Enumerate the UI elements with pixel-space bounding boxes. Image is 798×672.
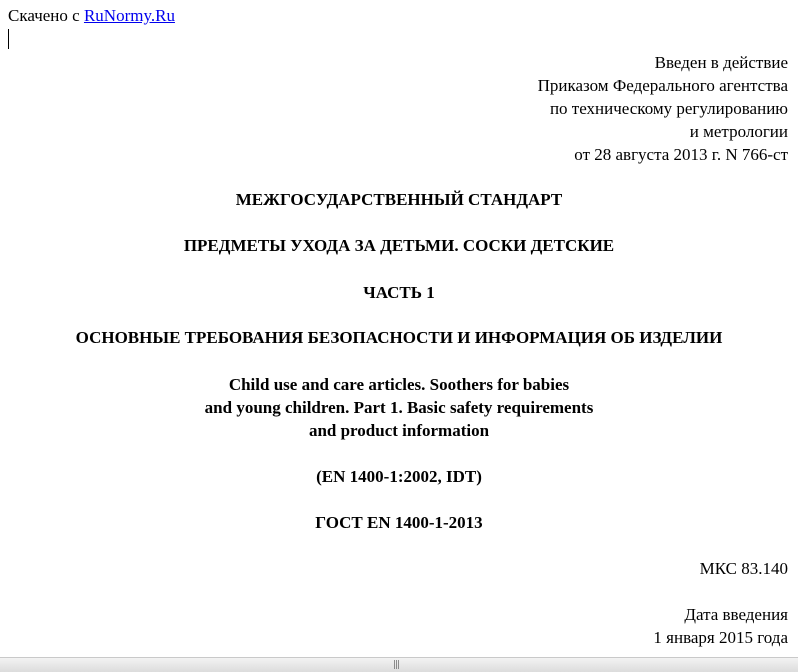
approval-line: по техническому регулированию <box>549 99 788 118</box>
gost-number: ГОСТ EN 1400-1-2013 <box>315 513 483 532</box>
text-cursor <box>8 29 9 49</box>
approval-block <box>538 51 788 166</box>
document-title: ПРЕДМЕТЫ УХОДА ЗА ДЕТЬМИ. СОСКИ ДЕТСКИЕ <box>183 236 615 255</box>
approval-line: Приказом Федерального агентства <box>537 76 788 95</box>
part-heading: ЧАСТЬ 1 <box>363 283 435 302</box>
english-title <box>0 373 798 442</box>
effective-date-block <box>653 603 788 649</box>
mks-code: МКС 83.140 <box>699 559 788 578</box>
horizontal-scrollbar[interactable] <box>0 657 798 672</box>
effective-date-value: 1 января 2015 года <box>653 628 788 647</box>
source-line <box>8 6 175 26</box>
standard-type-heading: МЕЖГОСУДАРСТВЕННЫЙ СТАНДАРТ <box>235 190 563 209</box>
document-subtitle: ОСНОВНЫЕ ТРЕБОВАНИЯ БЕЗОПАСНОСТИ И ИНФОРМАЦИЯ ОБ ИЗДЕЛИИ <box>75 328 723 347</box>
approval-line: от 28 августа 2013 г. N 766-ст <box>574 145 788 164</box>
grip-icon[interactable]: ||| <box>393 660 400 670</box>
english-title-line: Child use and care articles. Soothers for babies <box>228 375 570 394</box>
english-title-line: and product information <box>308 421 490 440</box>
english-title-line: and young children. Part 1. Basic safety requirements <box>204 398 594 417</box>
effective-date-label: Дата введения <box>684 605 788 624</box>
source-prefix: Скачено с <box>8 6 84 25</box>
en-reference: (EN 1400-1:2002, IDT) <box>316 467 482 486</box>
source-link[interactable]: RuNormy.Ru <box>83 6 175 25</box>
approval-line: Введен в действие <box>654 53 788 72</box>
approval-line: и метрологии <box>689 122 788 141</box>
